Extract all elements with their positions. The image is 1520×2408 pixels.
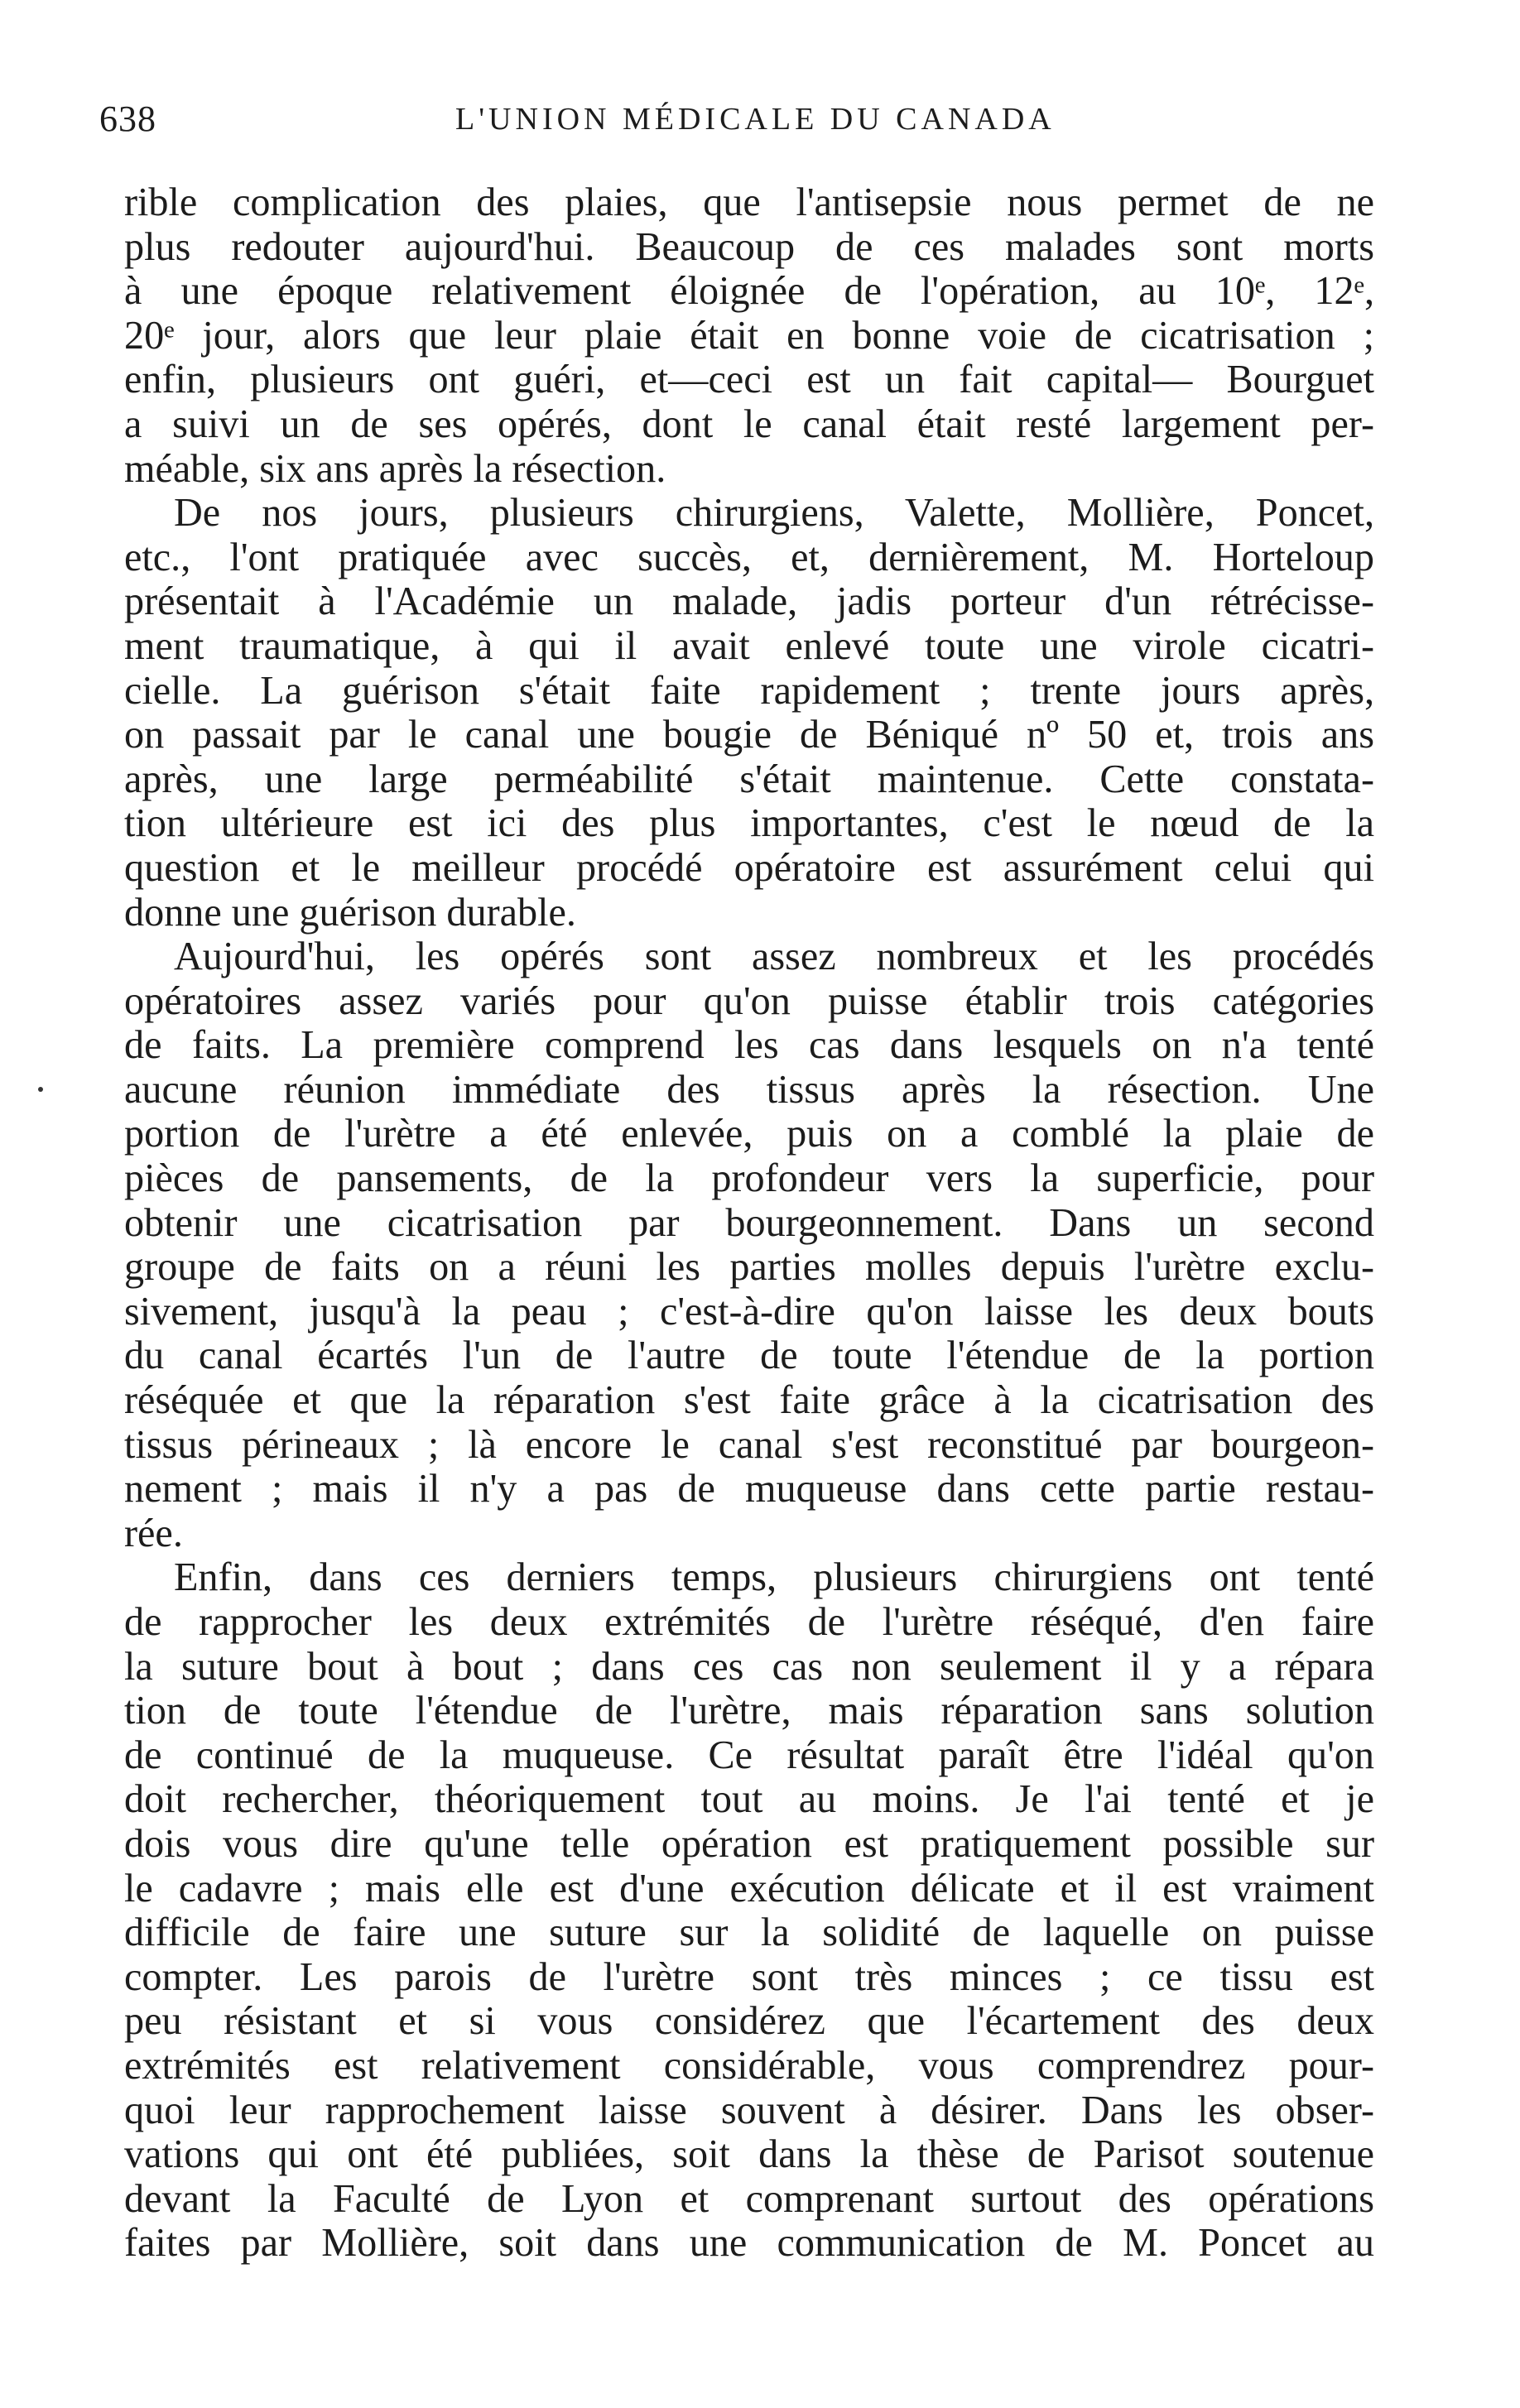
text-line: réséquée et que la réparation s'est faite grâce à la cicatrisation des — [124, 1378, 1374, 1423]
text-line: pièces de pansements, de la profondeur vers la superficie, pour — [124, 1156, 1374, 1201]
text-line: quoi leur rapprochement laisse souvent à désirer. Dans les obser- — [124, 2088, 1374, 2132]
text-line: Enfin, dans ces derniers temps, plusieurs chirurgiens ont tenté — [174, 1555, 1374, 1600]
text-line: extrémités est relativement considérable, vous comprendrez pour- — [124, 2043, 1374, 2088]
text-line: dois vous dire qu'une telle opération est pratiquement possible sur — [124, 1821, 1374, 1866]
text-line: tion ultérieure est ici des plus importantes, c'est le nœud de la — [124, 801, 1374, 846]
text-line: faites par Mollière, soit dans une communication de M. Poncet au — [124, 2221, 1374, 2266]
text-line: présentait à l'Académie un malade, jadis porteur d'un rétrécisse- — [124, 579, 1374, 624]
text-line: de continué de la muqueuse. Ce résultat paraît être l'idéal qu'on — [124, 1733, 1374, 1777]
text-line: difficile de faire une suture sur la solidité de laquelle on puisse — [124, 1911, 1374, 1955]
text-line: groupe de faits on a réuni les parties molles depuis l'urètre exclu- — [124, 1245, 1374, 1290]
text-line: cielle. La guérison s'était faite rapidement ; trente jours après, — [124, 668, 1374, 713]
text-line: tion de toute l'étendue de l'urètre, mais réparation sans solution — [124, 1689, 1374, 1733]
text-line: tissus périneaux ; là encore le canal s'est reconstitué par bourgeon- — [124, 1422, 1374, 1467]
text-line: on passait par le canal une bougie de Béniqué nº 50 et, trois ans — [124, 713, 1374, 757]
paragraph-2 — [124, 491, 1374, 935]
paragraph-1 — [124, 180, 1374, 491]
text-line: peu résistant et si vous considérez que l'écartement des deux — [124, 1999, 1374, 2044]
text-line: devant la Faculté de Lyon et comprenant surtout des opérations — [124, 2176, 1374, 2221]
text-line: De nos jours, plusieurs chirurgiens, Valette, Mollière, Poncet, — [174, 491, 1374, 536]
paragraph-4 — [124, 1555, 1374, 2266]
text-line: a suivi un de ses opérés, dont le canal était resté largement per- — [124, 401, 1374, 446]
text-line: portion de l'urètre a été enlevée, puis on a comblé la plaie de — [124, 1112, 1374, 1156]
text-line: sivement, jusqu'à la peau ; c'est-à-dire qu'on laisse les deux bouts — [124, 1289, 1374, 1334]
text-line: rible complication des plaies, que l'antisepsie nous permet de ne — [124, 180, 1374, 224]
text-line: compter. Les parois de l'urètre sont très minces ; ce tissu est — [124, 1954, 1374, 1999]
text-line: du canal écartés l'un de l'autre de toute l'étendue de la portion — [124, 1334, 1374, 1378]
running-title: L'UNION MÉDICALE DU CANADA — [455, 102, 1056, 137]
text-line: méable, six ans après la résection. — [124, 446, 666, 491]
text-line: de rapprocher les deux extrémités de l'urètre réséqué, d'en faire — [124, 1600, 1374, 1644]
text-line: à une époque relativement éloignée de l'opération, au 10ᵉ, 12ᵉ, — [124, 269, 1374, 314]
text-line: la suture bout à bout ; dans ces cas non seulement il y a répara — [124, 1644, 1374, 1689]
text-line: question et le meilleur procédé opératoire est assurément celui qui — [124, 845, 1374, 890]
text-line: obtenir une cicatrisation par bourgeonnement. Dans un second — [124, 1200, 1374, 1245]
text-line: rée. — [124, 1511, 183, 1555]
text-line: doit rechercher, théoriquement tout au moins. Je l'ai tenté et je — [124, 1777, 1374, 1822]
body-text — [124, 180, 1374, 2266]
page-number: 638 — [99, 99, 156, 139]
text-line: Aujourd'hui, les opérés sont assez nombreux et les procédés — [174, 935, 1374, 979]
text-line: 20ᵉ jour, alors que leur plaie était en bonne voie de cicatrisation ; — [124, 313, 1374, 358]
text-line: le cadavre ; mais elle est d'une exécution délicate et il est vraiment — [124, 1866, 1374, 1911]
stray-ink-mark — [38, 1087, 43, 1092]
text-line: aucune réunion immédiate des tissus après la résection. Une — [124, 1067, 1374, 1112]
page-header — [99, 98, 1374, 156]
text-line: enfin, plusieurs ont guéri, et—ceci est un fait capital— Bourguet — [124, 358, 1374, 402]
text-line: nement ; mais il n'y a pas de muqueuse dans cette partie restau- — [124, 1467, 1374, 1512]
text-line: etc., l'ont pratiquée avec succès, et, dernièrement, M. Horteloup — [124, 535, 1374, 579]
text-line: vations qui ont été publiées, soit dans la thèse de Parisot soutenue — [124, 2132, 1374, 2177]
text-line: donne une guérison durable. — [124, 890, 576, 935]
text-line: après, une large perméabilité s'était maintenue. Cette constata- — [124, 757, 1374, 801]
paragraph-3 — [124, 935, 1374, 1555]
text-line: de faits. La première comprend les cas dans lesquels on n'a tenté — [124, 1023, 1374, 1068]
text-line: opératoires assez variés pour qu'on puisse établir trois catégories — [124, 978, 1374, 1023]
text-line: plus redouter aujourd'hui. Beaucoup de ces malades sont morts — [124, 224, 1374, 269]
text-line: ment traumatique, à qui il avait enlevé toute une virole cicatri- — [124, 623, 1374, 668]
